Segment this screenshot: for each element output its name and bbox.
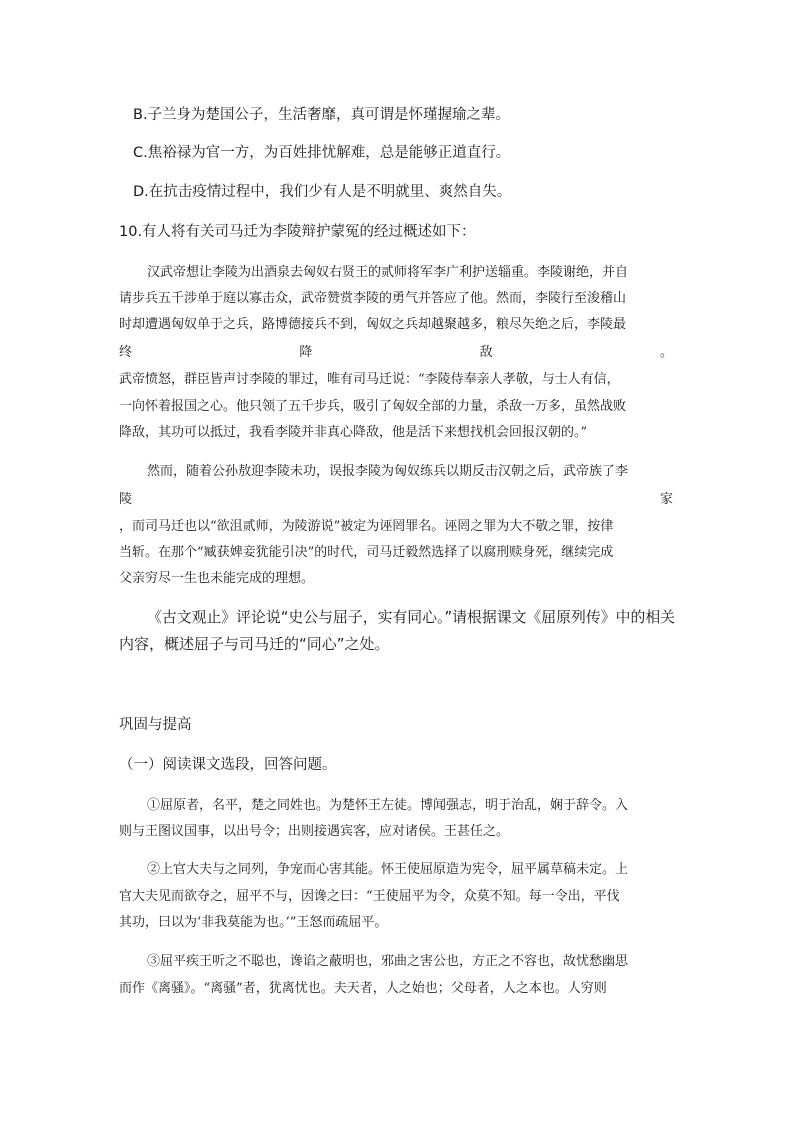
passage1-line3: 时却遭遇匈奴单于之兵，路博德接兵不到，匈奴之兵却越聚越多，粮尽矢绝之后，李陵最 [119, 317, 627, 332]
passage1-line4-part4: 。 [659, 345, 673, 360]
passage1-line1: 汉武帝想让李陵为出酒泉去匈奴右贤王的贰师将军李广利护送辎重。李陵谢绝，并自 [147, 265, 629, 280]
passage2-line2-part2: 家 [659, 492, 673, 507]
excerpt-para2-line3: 其功，曰以为‘非我莫能为也。’”王怒而疏屈平。 [119, 915, 388, 930]
option-c: C.焦裕禄为官一方，为百姓排忧解难，总是能够正道直行。 [133, 145, 511, 161]
section-subtitle: （一）阅读课文选段，回答问题。 [119, 757, 337, 773]
excerpt-para1-line1: ①屈原者，名平，楚之同姓也。为楚怀王左徒。博闻强志，明于治乱，娴于辞令。入 [147, 798, 629, 813]
passage1-line4-part1: 终 [119, 345, 133, 360]
passage1-line4-justified [119, 346, 673, 359]
passage1-line6: 一向怀着报国之心。他只领了五千步兵，吸引了匈奴全部的力量，杀敌一万多，虽然战败 [119, 399, 627, 414]
passage2-line2-part1: 陵 [119, 492, 133, 507]
option-d: D.在抗击疫情过程中，我们少有人是不明就里、爽然自失。 [133, 184, 512, 200]
question-10-stem: 10.有人将有关司马迁为李陵辩护蒙冤的经过概述如下： [119, 224, 476, 240]
excerpt-para2-line2: 官大夫见而欲夺之，屈平不与，因谗之曰：“王使屈平为令，众莫不知。每一令出，平伐 [119, 889, 620, 904]
passage1-line2: 请步兵五千涉单于庭以寡击众，武帝赞赏李陵的勇气并答应了他。然而，李陵行至浚稽山 [119, 291, 627, 306]
excerpt-para1-line2: 则与王图议国事，以出号令；出则接遇宾客，应对诸侯。王甚任之。 [119, 824, 510, 839]
passage1-line7: 降敌，其功可以抵过，我看李陵并非真心降敌，他是活下来想找机会回报汉朝的。” [119, 425, 588, 440]
passage2-line4: 当斩。在那个“臧获婢妾犹能引决”的时代，司马迁毅然选择了以腐刑赎身死，继续完成 [119, 545, 614, 560]
passage1-line4-part3: 敌 [479, 345, 493, 360]
question-10-prompt-line2: 内容，概述屈子与司马迁的“同心”之处。 [119, 635, 390, 653]
excerpt-para2-line1: ②上官大夫与之同列，争宠而心害其能。怀王使屈原造为宪令，屈平属草稿未定。上 [147, 862, 629, 877]
passage1-line5: 武帝愤怒，群臣皆声讨李陵的罪过，唯有司马迁说：“李陵侍奉亲人孝敬，与士人有信， [119, 372, 620, 387]
section-title: 巩固与提高 [119, 717, 192, 733]
passage2-line5: 父亲穷尽一生也未能完成的理想。 [119, 571, 315, 586]
excerpt-para3-line2: 而作《离骚》。“离骚”者，犹离忧也。夫天者，人之始也；父母者，人之本也。人穷则 [119, 981, 607, 996]
passage2-line3: ，而司马迁也以“欲沮贰师，为陵游说”被定为诬罔罪名。诬罔之罪为大不敬之罪，按律 [119, 519, 614, 534]
passage2-line1: 然而，随着公孙敖迎李陵未功，误报李陵为匈奴练兵以期反击汉朝之后，武帝族了李 [147, 464, 629, 479]
question-10-prompt-line1: 《古文观止》评论说“史公与屈子，实有同心。”请根据课文《屈原列传》中的相关 [147, 608, 676, 626]
passage2-line2-justified [119, 493, 673, 506]
passage1-line4-part2: 降 [299, 345, 313, 360]
option-b: B.子兰身为楚国公子，生活奢靡，真可谓是怀瑾握瑜之辈。 [133, 107, 511, 123]
excerpt-para3-line1: ③屈平疾王听之不聪也，谗谄之蔽明也，邪曲之害公也，方正之不容也，故忧愁幽思 [147, 954, 629, 969]
